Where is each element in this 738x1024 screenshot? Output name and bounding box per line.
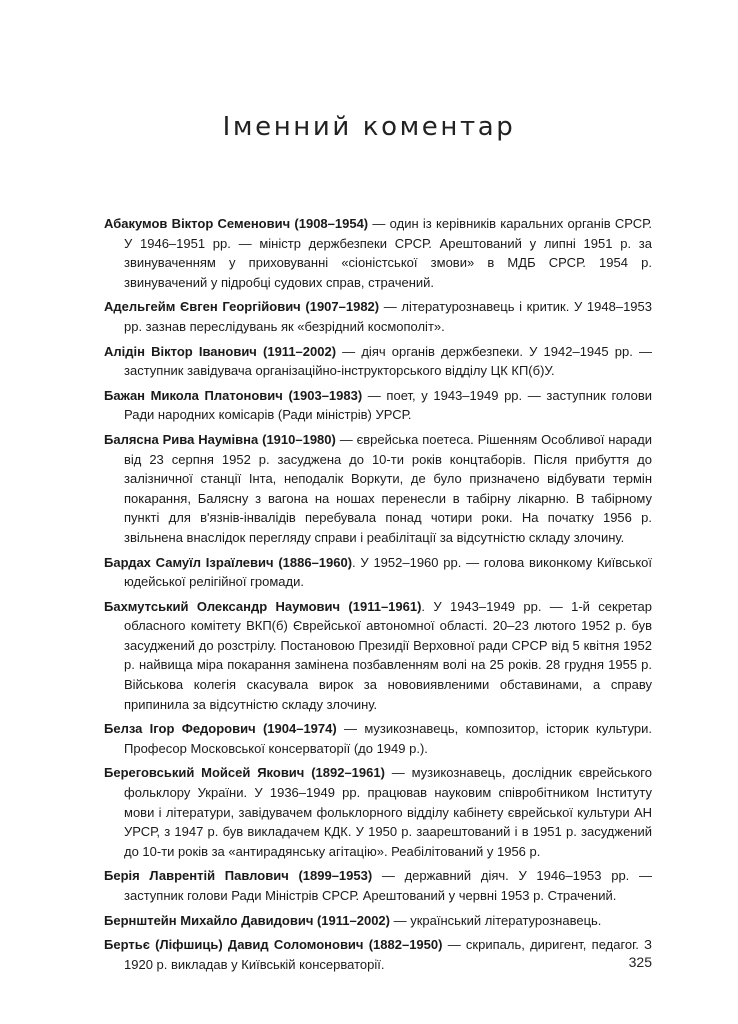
entry-text: — діяч органів держбезпеки. У 1942–1945 рр. — заступник завідувача організаційно-інструкторського відділу ЦК КП(б)У. <box>124 343 653 379</box>
index-entry <box>104 763 652 861</box>
page-title: Іменний коментар <box>222 112 516 142</box>
entry-text: — державний діяч. У 1946–1953 рр. — заступник голови Ради Міністрів СРСР. Арештований у червні 1953 р. Страчений. <box>124 868 652 903</box>
entry-text: . У 1943–1949 рр. — 1-й секретар обласного комітету ВКП(б) Єврейської автономної області. 20–23 лютого 1952 р. був засуджений до розстрілу. Постановою Президії Верховної ради СРСР від 5 квітня 1952 р. найвища міра покарання замінена позбавленням волі на 25 років. 28 грудня 1955 р. Військова колегія скасувала вирок за нововиявленими обставинами, а справу припинила за відсутністю складу злочину. <box>124 598 652 712</box>
index-entry <box>104 553 652 592</box>
entry-text: — музикознавець, дослідник єврейського фольклору України. У 1936–1949 рр. працював науковим співробітником Інституту мови і літератури, завідувачем фольклорного відділу кабінету єврейської культури АН УРСР, з 1947 р. був викладачем КДК. У 1950 р. заарештований і в 1951 р. засуджений до 10-ти років за «антирадянську агітацію». Реабілітований у 1956 р. <box>124 765 652 859</box>
entry-name: Абакумов Віктор Семенович (1908–1954) <box>104 216 369 231</box>
entry-name: Бардах Самуїл Ізраїлевич (1886–1960) <box>104 554 353 570</box>
entry-name: Белза Ігор Федорович (1904–1974) <box>104 721 337 737</box>
entry-name: Берія Лаврентій Павлович (1899–1953) <box>104 868 373 884</box>
entry-name: Балясна Рива Наумівна (1910–1980) <box>104 431 336 447</box>
index-entry <box>104 935 652 974</box>
index-entry <box>104 430 652 548</box>
entry-name: Бахмутський Олександр Наумович (1911–1961) <box>104 598 422 614</box>
index-entry <box>104 719 652 758</box>
index-entry <box>104 866 652 905</box>
entry-name: Бертьє (Ліфшиць) Давид Соломонович (1882–1950) <box>104 937 443 953</box>
page-number: 325 <box>628 954 652 970</box>
index-entry <box>104 342 652 381</box>
index-entry <box>104 597 652 715</box>
index-entry <box>104 214 652 292</box>
entry-name: Бажан Микола Платонович (1903–1983) <box>104 387 363 403</box>
entry-name: Адельгейм Євген Георгійович (1907–1982) <box>104 299 380 315</box>
entry-name: Алідін Віктор Іванович (1911–2002) <box>104 343 337 359</box>
entry-text: — один із керівників каральних органів СРСР. У 1946–1951 рр. — міністр держбезпеки СРСР. Арештований у липні 1951 р. за звинуваченням у приховуванні «сіоністської змови» в МДБ СРСР. 1954 р. звинувачений у підробці судових справ, страчений. <box>124 216 653 290</box>
entry-text: — єврейська поетеса. Рішенням Особливої наради від 23 серпня 1952 р. засуджена до 10-ти років концтаборів. Після прибуття до залізничної станції Інта, неподалік Воркути, де було призначено відбувати термін покарання, Балясну з вагона на ношах перенесли в табірну лікарню. В табірному пункті для в'язнів-інвалідів перебувала понад чотири роки. На початку 1956 р. звільнена внаслідок перегляду справи і реабілітації за відсутністю складу злочину. <box>124 431 652 545</box>
index-entry <box>104 911 652 931</box>
entry-text: — скрипаль, диригент, педагог. З 1920 р. викладав у Київській консерваторії. <box>124 937 652 972</box>
index-entry <box>104 297 652 336</box>
entry-text: — музикознавець, композитор, історик культури. Професор Московської консерваторії (до 1949 р.). <box>124 721 652 756</box>
index-entry <box>104 386 652 425</box>
entry-text: . У 1952–1960 рр. — голова виконкому Київської юдейської релігійної громади. <box>124 554 652 590</box>
entry-text: — поет, у 1943–1949 рр. — заступник голови Ради народних комісарів (Ради міністрів) УРСР. <box>124 387 652 423</box>
entry-text: — український літературознавець. <box>390 912 602 928</box>
name-index-list <box>104 214 652 979</box>
entry-name: Береговський Мойсей Якович (1892–1961) <box>104 765 385 781</box>
entry-name: Бернштейн Михайло Давидович (1911–2002) <box>104 912 390 928</box>
entry-text: — літературознавець і критик. У 1948–1953 рр. зазнав переслідувань як «безрідний космополіт». <box>124 299 652 334</box>
